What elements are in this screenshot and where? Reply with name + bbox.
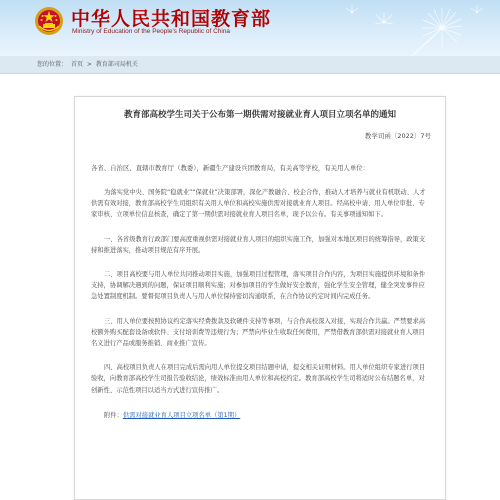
paragraph-4: 四、高校项目负责人在项目完成后需向用人单位提交项目结题申请，提交相关证明材料。用人单位组织专家进行项目验收，向教育部高校学生司报告验收结论，绩效标准由用人单位和高校约定。教育部高校学生司将适时公布结题名单，对创新性、示范性项目以适当方式进行宣传推广。 <box>91 364 426 394</box>
attachment-link[interactable]: 供需对接就业育人项目立项名单（第1期） <box>122 411 241 419</box>
paragraph-1: 一、各省级教育行政部门要高度重视供需对接就业育人项目的组织实施工作，加强对本地区项目的统筹指导，政策支持和推进落实，推动项目规范有序开展。 <box>91 235 426 254</box>
breadcrumb <box>0 56 500 74</box>
paragraph-2: 二、项目高校要与用人单位共同推动项目实施，加强项目过程管理，落实项目合作内容，为项目实施提供环境和条件支持，协调解决遇到的问题，保证项目顺利实施；对参加项目的学生做好安全教育，强化学生安全管理，健全突发事件应急处置制度机制。要督促项目负责人与用人单位保持密切沟通联系，在合作协议约定时间内完成任务。 <box>91 271 426 301</box>
left-margin <box>0 74 74 498</box>
paragraph-3: 三、用人单位要按照协议约定落实经费拨款及软硬件支持等事项，与合作高校深入对接，实现合作共赢。严禁要求高校额外购买配套设备或软件、支付培训费等违规行为；严禁向毕业生收取任何费用，严禁借教育部供需对接就业育人项目名义进行产品或服务推销、商业推广宣传。 <box>91 317 426 348</box>
site-subtitle: Ministry of Education of the People's Republic of China <box>72 28 231 35</box>
dandelion-decoration-icon <box>292 0 492 56</box>
attachment-line <box>75 410 445 419</box>
article-title: 教育部高校学生司关于公布第一期供需对接就业育人项目立项名单的通知 <box>123 110 396 120</box>
national-emblem-icon <box>34 6 64 36</box>
breadcrumb-separator: > <box>86 61 92 68</box>
document-number: 教学司函〔2022〕7号 <box>364 132 431 140</box>
breadcrumb-home-link[interactable]: 首页 <box>70 61 83 68</box>
article-container <box>74 96 446 500</box>
site-title[interactable]: 中华人民共和国教育部 <box>71 8 272 30</box>
paragraph-intro: 为落实党中央、国务院“稳就业”“保就业”决策部署，深化产教融合、校企合作，推动人才培养与就业有机联动、人才供需有效对接，教育部高校学生司组织有关用人单位和高校实施供需对接就业育人项目。经高校申请、用人单位审批、专家审核、立项单位信息核查，确定了第一期供需对接就业育人项目名单，现予以公布。有关事项通知如下。 <box>91 189 426 219</box>
breadcrumb-section-link[interactable]: 教育部司局机关 <box>95 61 138 68</box>
attachment-label: 附件： <box>104 411 123 419</box>
addressee: 各省、自治区、直辖市教育厅（教委），新疆生产建设兵团教育局，有关高等学校，有关用人单位： <box>91 164 369 172</box>
breadcrumb-prefix: 您的位置： <box>37 61 68 68</box>
site-header <box>0 0 500 56</box>
